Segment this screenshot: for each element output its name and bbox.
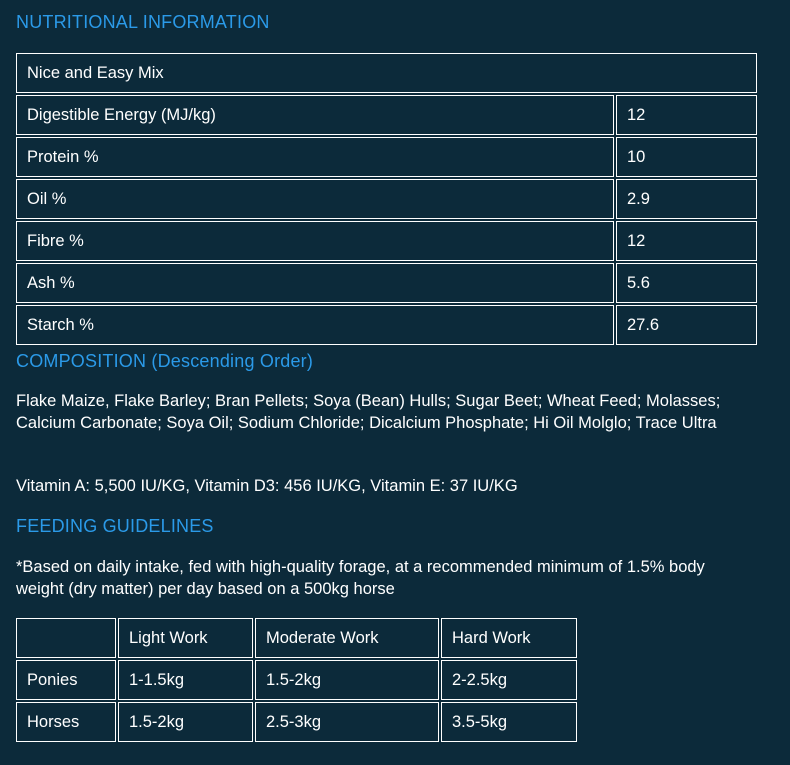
table-row: [16, 179, 757, 219]
feeding-header-row: [16, 618, 577, 658]
nutrient-label: Starch %: [16, 305, 614, 345]
moderate-work-cell: 2.5-3kg: [255, 702, 439, 742]
light-work-cell: 1-1.5kg: [118, 660, 253, 700]
hard-work-cell: 3.5-5kg: [441, 702, 577, 742]
feeding-table: [16, 618, 577, 744]
nutrition-title-row: [16, 53, 757, 93]
ingredients-text: Flake Maize, Flake Barley; Bran Pellets; Soya (Bean) Hulls; Sugar Beet; Wheat Feed; Molasses; Calcium Carbonate; Soya Oil; Sodium Chloride; Dicalcium Phosphate; Hi Oil Molglo; Trace Ultra: [16, 392, 721, 432]
table-row: [16, 263, 757, 303]
nutrition-table: [16, 53, 757, 347]
feeding-note: *Based on daily intake, fed with high-quality forage, at a recommended minimum of 1.5% body weight (dry matter) per day based on a 500kg horse: [16, 558, 705, 598]
nutrient-label: Protein %: [16, 137, 614, 177]
hard-work-cell: 2-2.5kg: [441, 660, 577, 700]
nutrition-heading: NUTRITIONAL INFORMATION: [16, 12, 270, 32]
nutrient-value: 12: [616, 221, 757, 261]
composition-heading: COMPOSITION (Descending Order): [16, 351, 314, 371]
nutrient-label: Ash %: [16, 263, 614, 303]
nutrient-value: 27.6: [616, 305, 757, 345]
header-cell-hard: Hard Work: [441, 618, 577, 658]
nutrient-label: Oil %: [16, 179, 614, 219]
product-name-cell: Nice and Easy Mix: [16, 53, 757, 93]
header-cell-light: Light Work: [118, 618, 253, 658]
row-label: Horses: [16, 702, 116, 742]
nutrient-label: Fibre %: [16, 221, 614, 261]
table-row: [16, 660, 577, 700]
light-work-cell: 1.5-2kg: [118, 702, 253, 742]
nutrient-label: Digestible Energy (MJ/kg): [16, 95, 614, 135]
row-label: Ponies: [16, 660, 116, 700]
header-cell-empty: [16, 618, 116, 658]
moderate-work-cell: 1.5-2kg: [255, 660, 439, 700]
vitamins-text: Vitamin A: 5,500 IU/KG, Vitamin D3: 456 IU/KG, Vitamin E: 37 IU/KG: [16, 477, 518, 495]
table-row: [16, 702, 577, 742]
table-row: [16, 221, 757, 261]
nutrient-value: 10: [616, 137, 757, 177]
nutrient-value: 12: [616, 95, 757, 135]
table-row: [16, 137, 757, 177]
header-cell-moderate: Moderate Work: [255, 618, 439, 658]
table-row: [16, 95, 757, 135]
nutrient-value: 2.9: [616, 179, 757, 219]
feeding-heading: FEEDING GUIDELINES: [16, 516, 214, 536]
nutrient-value: 5.6: [616, 263, 757, 303]
table-row: [16, 305, 757, 345]
